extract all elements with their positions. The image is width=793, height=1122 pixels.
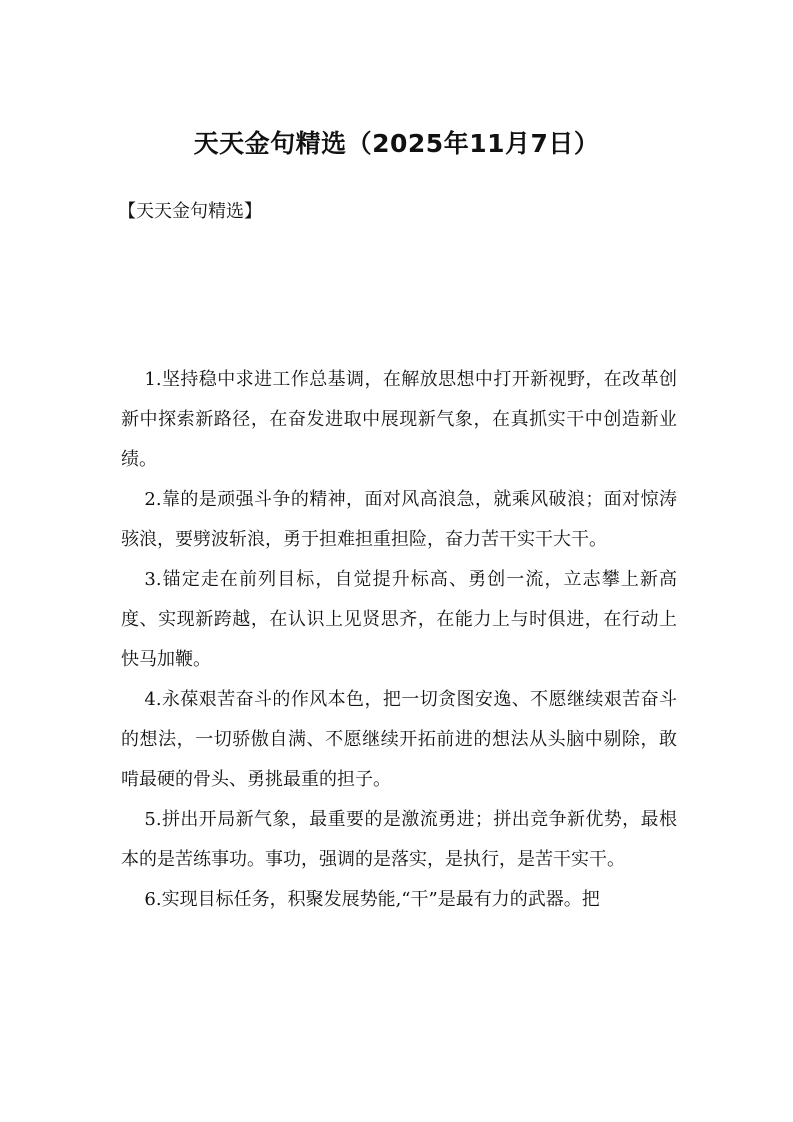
paragraph-4: 4.永葆艰苦奋斗的作风本色，把一切贪图安逸、不愿继续艰苦奋斗的想法，一切骄傲自满、不愿继续开拓前进的想法从头脑中剔除，敢啃最硬的骨头、勇挑最重的担子。 bbox=[121, 689, 677, 790]
paragraph-1: 1.坚持稳中求进工作总基调，在解放思想中打开新视野，在改革创新中探索新路径，在奋发进取中展现新气象，在真抓实干中创造新业绩。 bbox=[121, 369, 677, 470]
paragraph-5: 5.拼出开局新气象，最重要的是激流勇进；拼出竞争新优势，最根本的是苦练事功。事功，强调的是落实，是执行，是苦干实干。 bbox=[121, 809, 677, 870]
paragraph-6: 6.实现目标任务，积聚发展势能,“干”是最有力的武器。把 bbox=[144, 889, 600, 910]
paragraph-3: 3.锚定走在前列目标，自觉提升标高、勇创一流，立志攀上新高度、实现新跨越，在认识上见贤思齐，在能力上与时俱进，在行动上快马加鞭。 bbox=[121, 569, 677, 670]
paragraph-2: 2.靠的是顽强斗争的精神，面对风高浪急，就乘风破浪；面对惊涛骇浪，要劈波斩浪，勇于担难担重担险，奋力苦干实干大干。 bbox=[121, 489, 677, 550]
document-title: 天天金句精选（2025年11月7日） bbox=[193, 129, 600, 158]
document-body bbox=[121, 360, 677, 920]
section-label: 【天天金句精选】 bbox=[118, 201, 262, 222]
